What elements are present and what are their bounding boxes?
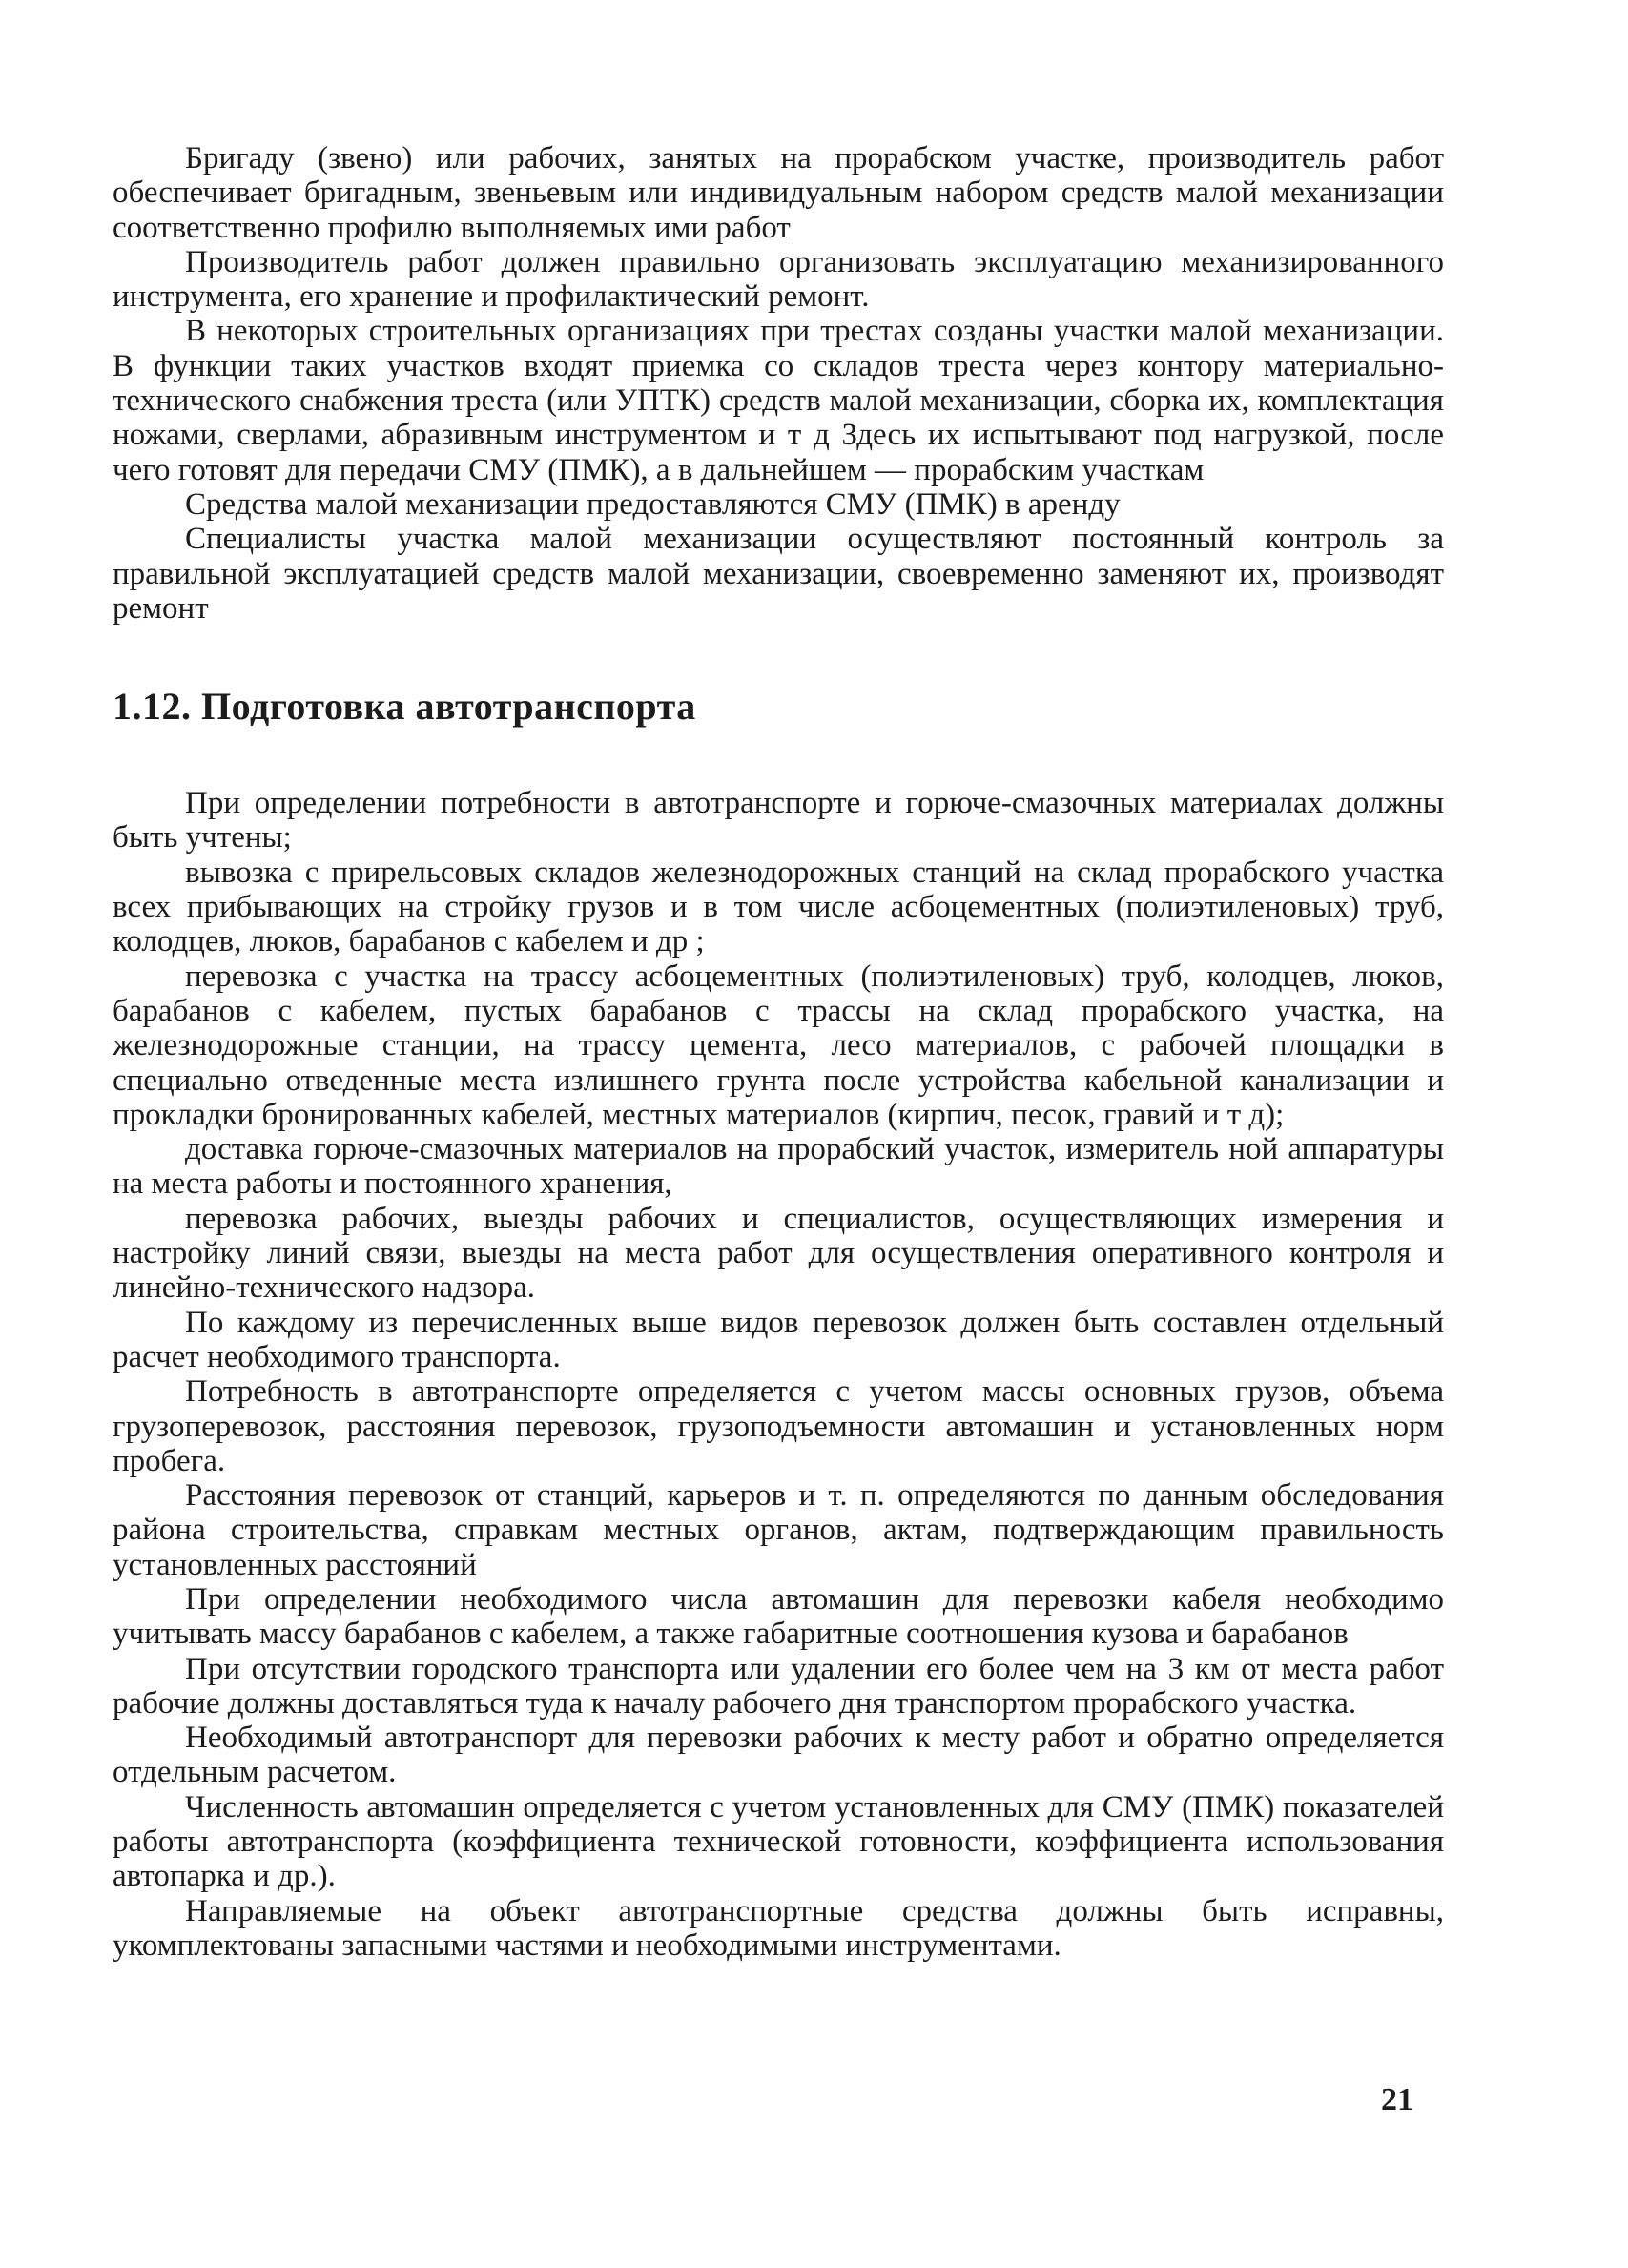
page-body [113,141,1444,1963]
paragraph: Необходимый автотранспорт для перевозки рабочих к месту работ и обратно определяется отдельным расчетом. [113,1721,1444,1790]
paragraph: Численность автомашин определяется с учетом установленных для СМУ (ПМК) показателей работы автотранспорта (коэффициента технической готовности, коэффициента использования автопарка и др.). [113,1789,1444,1894]
paragraph: В некоторых строительных организациях при трестах созданы участки малой механизации. В функции таких участков входят приемка со складов треста через контору материально-технического снабжения треста (или УПТК) средств малой механизации, сборка их, комплектация ножами, сверлами, абразивным инструментом и т д Здесь их испытывают под нагрузкой, после чего готовят для передачи СМУ (ПМК), а в дальнейшем — прорабским участкам [113,314,1444,487]
section-block [113,786,1444,1963]
page-number: 21 [1381,2082,1413,2117]
paragraph: Средства малой механизации предоставляются СМУ (ПМК) в аренду [185,486,1121,522]
paragraph: Бригаду (звено) или рабочих, занятых на прорабском участке, производитель работ обеспечивает бригадным, звеньевым или индивидуальным набором средств малой механизации соответственно профилю выполняемых ими работ [113,141,1444,245]
paragraph: Направляемые на объект автотранспортные средства должны быть исправны, укомплектованы запасными частями и необходимыми инструментами. [113,1893,1444,1963]
intro-block [113,141,1444,626]
paragraph: перевозка с участка на трассу асбоцементных (полиэтиленовых) труб, колодцев, люков, барабанов с кабелем, пустых барабанов с трассы на склад прорабского участка, на железнодорожные станции, на трассу цемента, лесо материалов, с рабочей площадки в специально отведенные места излишнего грунта после устройства кабельной канализации и прокладки бронированных кабелей, местных материалов (кирпич, песок, гравий и т д); [113,959,1444,1132]
paragraph: вывозка с прирельсовых складов железнодорожных станций на склад прорабского участка всех прибывающих на стройку грузов и в том числе асбоцементных (полиэтиленовых) труб, колодцев, люков, барабанов с кабелем и др ; [113,855,1444,959]
section-heading: 1.12. Подготовка автотранспорта [113,685,696,729]
paragraph: Производитель работ должен правильно организовать эксплуатацию механизированного инструмента, его хранение и профилактический ремонт. [113,244,1444,315]
paragraph: Расстояния перевозок от станций, карьеров и т. п. определяются по данным обследования района строительства, справкам местных органов, актам, подтверждающим правильность установленных расстояний [113,1478,1444,1582]
paragraph: При определении потребности в автотранспорте и горюче-смазочных материалах должны быть учтены; [113,786,1444,856]
paragraph: перевозка рабочих, выезды рабочих и специалистов, осуществляющих измерения и настройку линий связи, выезды на места работ для осуществления оперативного контроля и линейно-технического надзора. [113,1201,1444,1306]
paragraph: При отсутствии городского транспорта или удалении его более чем на 3 км от места работ рабочие должны доставляться туда к началу рабочего дня транспортом прорабского участка. [113,1651,1444,1721]
paragraph: Потребность в автотранспорте определяется с учетом массы основных грузов, объема грузоперевозок, расстояния перевозок, грузоподъемности автомашин и установленных норм пробега. [113,1374,1444,1478]
paragraph: По каждому из перечисленных выше видов перевозок должен быть составлен отдельный расчет необходимого транспорта. [113,1305,1444,1374]
paragraph: доставка горюче-смазочных материалов на прорабский участок, измеритель ной аппаратуры на места работы и постоянного хранения, [113,1132,1444,1202]
paragraph: Специалисты участка малой механизации осуществляют постоянный контроль за правильной эксплуатацией средств малой механизации, своевременно заменяют их, производят ремонт [113,522,1444,626]
paragraph: При определении необходимого числа автомашин для перевозки кабеля необходимо учитывать массу барабанов с кабелем, а также габаритные соотношения кузова и барабанов [113,1581,1444,1652]
